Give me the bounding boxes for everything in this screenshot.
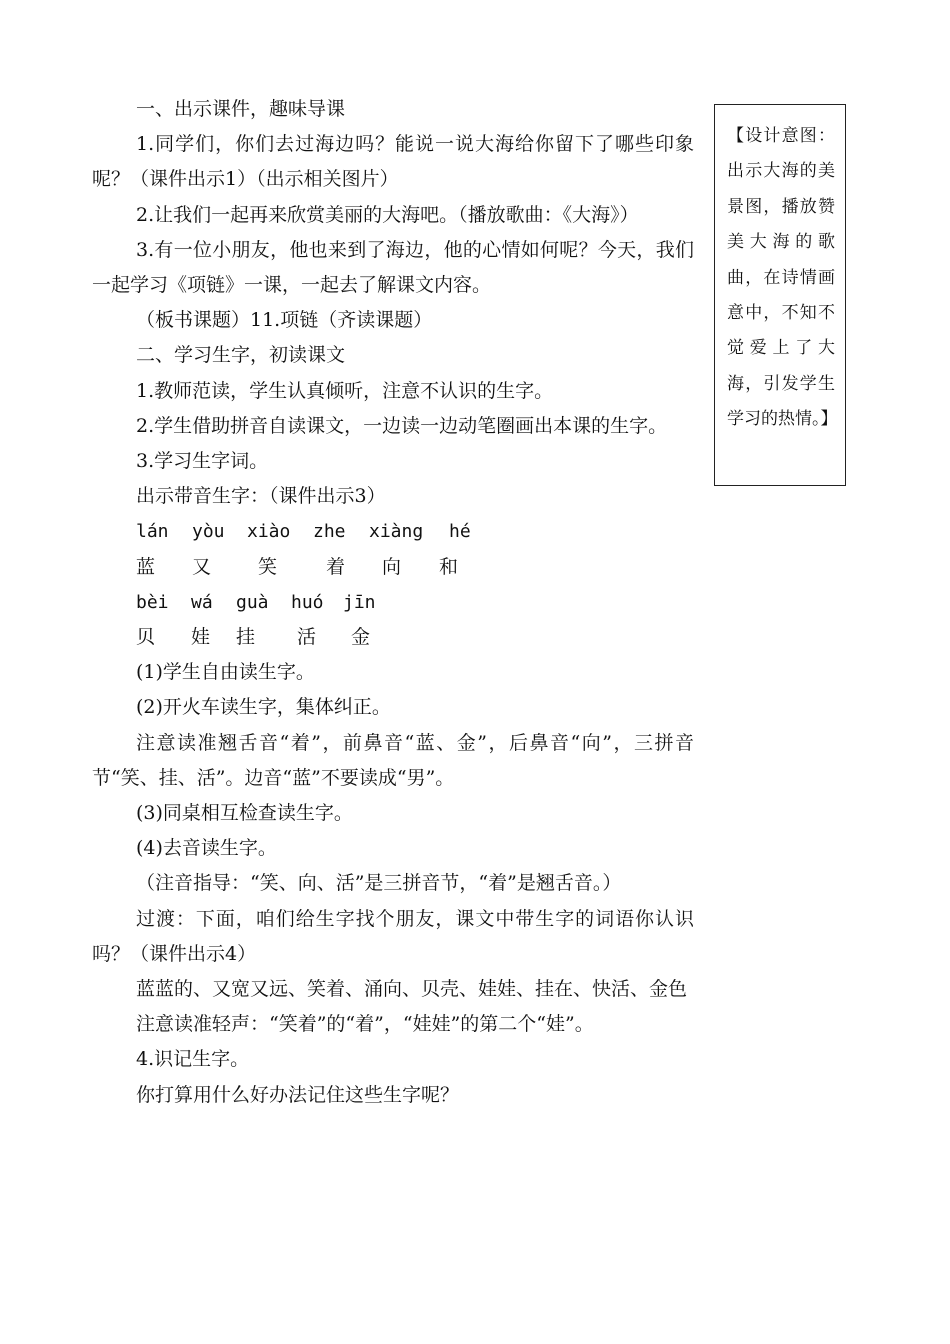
pinyin: zhe: [313, 521, 346, 543]
pinyin: jīn: [343, 591, 376, 613]
chars-row-1: [92, 550, 694, 585]
paragraph: 注意读准轻声：“笑着”的“着”，“娃娃”的第二个“娃”。: [136, 1013, 594, 1036]
pinyin: huó: [291, 591, 324, 613]
paragraph: 蓝蓝的、又宽又远、笑着、涌向、贝壳、娃娃、挂在、快活、金色: [136, 978, 688, 1001]
pinyin: bèi: [136, 591, 169, 613]
character: 和: [439, 555, 459, 578]
section-heading-1: 一、出示课件，趣味导课: [136, 98, 346, 120]
lesson-body: [92, 92, 694, 1113]
pinyin: yòu: [192, 521, 225, 543]
paragraph: 过渡：下面，咱们给生字找个朋友，课文中带生字的词语你认识吗？（课件出示4）: [92, 907, 694, 965]
paragraph: 1.教师范读，学生认真倾听，注意不认识的生字。: [136, 379, 554, 402]
paragraph: 4.识记生字。: [136, 1048, 250, 1071]
pinyin-row-2: [92, 585, 694, 620]
paragraph: (1)学生自由读生字。: [136, 661, 315, 684]
character: 金: [351, 626, 371, 648]
paragraph: (4)去音读生字。: [136, 837, 277, 860]
character: 笑: [258, 555, 278, 578]
pinyin: lán: [136, 521, 169, 543]
paragraph: 3.学习生字词。: [136, 450, 269, 473]
pinyin: xiào: [247, 521, 291, 543]
paragraph: 你打算用什么好办法记住这些生字呢？: [136, 1083, 460, 1106]
paragraph: 2.让我们一起再来欣赏美丽的大海吧。（播放歌曲：《大海》）: [136, 203, 639, 226]
paragraph: (3)同桌相互检查读生字。: [136, 802, 353, 824]
paragraph: 3.有一位小朋友，他也来到了海边，他的心情如何呢？今天，我们一起学习《项链》一课，一起去了解课文内容。: [92, 238, 694, 297]
character: 活: [297, 626, 317, 648]
pinyin: hé: [449, 521, 471, 543]
character: 娃: [191, 626, 211, 648]
paragraph: 2.学生借助拼音自读课文，一边读一边动笔圈画出本课的生字。: [136, 414, 668, 437]
pinyin: guà: [236, 591, 269, 613]
design-intent-box: 【设计意图：出示大海的美景图，播放赞美大海的歌曲，在诗情画意中，不知不觉爱上了大海，引发学生学习的热情。】: [714, 104, 846, 486]
character: 贝: [136, 626, 156, 648]
character: 挂: [236, 626, 256, 648]
paragraph: 1.同学们，你们去过海边吗？能说一说大海给你留下了哪些印象呢？（课件出示1）（出示相关图片）: [92, 133, 694, 191]
paragraph: (2)开火车读生字，集体纠正。: [136, 696, 391, 719]
character: 向: [382, 555, 402, 578]
pinyin-row-1: [92, 514, 694, 549]
paragraph: 注意读准翘舌音“着”，前鼻音“蓝、金”，后鼻音“向”，三拼音节“笑、挂、活”。边音“蓝”不要读成“男”。: [92, 731, 694, 789]
character: 又: [192, 555, 212, 578]
pinyin: xiàng: [369, 521, 424, 543]
paragraph: 出示带音生字：（课件出示3）: [136, 485, 386, 508]
board-title-note: （板书课题）11.项链（齐读课题）: [136, 309, 433, 332]
pinyin: wá: [191, 591, 213, 613]
paragraph: （注音指导：“笑、向、活”是三拼音节，“着”是翘舌音。）: [136, 872, 622, 895]
character: 蓝: [136, 555, 156, 578]
chars-row-2: [92, 620, 694, 655]
section-heading-2: 二、学习生字，初读课文: [136, 344, 346, 367]
character: 着: [326, 555, 346, 578]
